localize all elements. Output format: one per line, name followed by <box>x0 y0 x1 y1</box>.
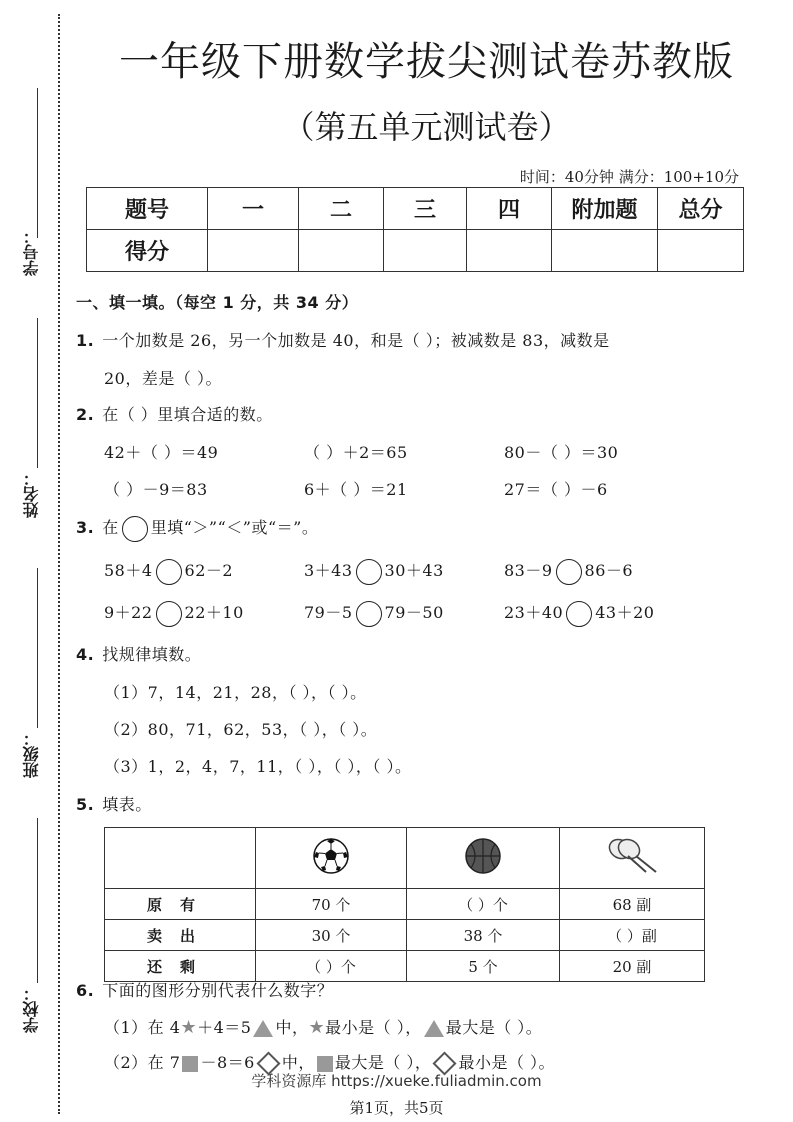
score-cell[interactable] <box>384 230 467 272</box>
score-cell[interactable] <box>299 230 384 272</box>
q3-left: 9＋22 <box>104 603 153 622</box>
q4-item: （1）7，14，21，28，（ ），（ ）。 <box>104 683 367 702</box>
name-rule <box>37 318 38 468</box>
q6-text: ＋4＝5 <box>197 1018 252 1037</box>
triangle-icon <box>424 1020 444 1037</box>
fill-table-row <box>105 951 705 982</box>
fill-row-label: 卖出 <box>105 920 256 951</box>
score-header-cell: 四 <box>467 188 552 230</box>
score-cell[interactable] <box>552 230 658 272</box>
question-text: 找规律填数。 <box>102 645 202 664</box>
score-table <box>86 187 744 272</box>
school-rule <box>37 818 38 983</box>
question-5 <box>76 792 152 815</box>
q3-right: 62－2 <box>184 561 234 580</box>
compare-circle-icon[interactable] <box>556 559 582 585</box>
question-number: 4. <box>76 645 95 664</box>
class-rule <box>37 568 38 728</box>
fill-table-icon-cell <box>407 828 560 889</box>
fill-table-corner <box>105 828 256 889</box>
fill-cell: 30 个 <box>256 920 407 951</box>
q4-item: （3）1，2，4，7，11，（ ），（ ），（ ）。 <box>104 757 412 776</box>
q3-item <box>504 558 633 585</box>
q3-left: 23＋40 <box>504 603 564 622</box>
basketball-icon <box>464 837 502 875</box>
q6-text: 最小是（ ）。 <box>458 1053 556 1072</box>
score-header-cell: 二 <box>299 188 384 230</box>
q3-right: 43＋20 <box>595 603 655 622</box>
q6-text: －8＝6 <box>200 1053 255 1072</box>
binding-dotted-line <box>58 14 60 1114</box>
question-text-pre: 在 <box>102 518 119 537</box>
question-text: 填表。 <box>102 795 152 814</box>
class-label: 班级： <box>22 730 41 778</box>
question-1 <box>76 328 610 351</box>
question-1-cont: 20，差是（ ）。 <box>104 369 222 388</box>
compare-circle-icon[interactable] <box>156 601 182 627</box>
q3-left: 83－9 <box>504 561 553 580</box>
fill-row-label: 还剩 <box>105 951 256 982</box>
q3-item <box>104 558 233 585</box>
page-number: 第1页，共5页 <box>349 1099 444 1117</box>
q6-text: 最大是（ ）， <box>334 1053 432 1072</box>
fill-cell: 70 个 <box>256 889 407 920</box>
fill-cell[interactable]: （ ）副 <box>560 920 705 951</box>
compare-circle-icon[interactable] <box>356 601 382 627</box>
score-value-row <box>87 230 744 272</box>
student-id-rule <box>37 88 38 238</box>
page-title: 一年级下册数学拔尖测试卷苏教版 <box>119 39 734 85</box>
score-cell[interactable] <box>208 230 299 272</box>
question-text: 一个加数是 26，另一个加数是 40，和是（ ）；被减数是 83，减数是 <box>102 331 610 350</box>
q3-left: 58＋4 <box>104 561 153 580</box>
section-heading <box>76 290 358 313</box>
name-label: 姓名： <box>22 470 41 518</box>
badminton-racket-icon <box>602 836 662 876</box>
q3-item <box>104 600 244 627</box>
q3-right: 86－6 <box>584 561 634 580</box>
school-label: 学校： <box>22 985 41 1033</box>
score-header-cell: 三 <box>384 188 467 230</box>
q3-right: 30＋43 <box>384 561 444 580</box>
score-header-cell: 题号 <box>87 188 208 230</box>
section-heading-points: （每空 1 分，共 34 分） <box>175 293 359 312</box>
fill-row-label: 原有 <box>105 889 256 920</box>
q2-item: 27＝（ ）－6 <box>504 480 608 499</box>
score-cell[interactable] <box>467 230 552 272</box>
question-number: 2. <box>76 405 95 424</box>
score-header-cell: 总分 <box>658 188 744 230</box>
fill-cell[interactable]: （ ）个 <box>256 951 407 982</box>
q6-text: 最大是（ ）。 <box>445 1018 543 1037</box>
fill-table-icon-cell <box>256 828 407 889</box>
q6-text: 中， <box>281 1053 315 1072</box>
q6-text: （2）在 7 <box>104 1053 181 1072</box>
fill-table-row <box>105 920 705 951</box>
time-info: 时间：40分钟 满分：100+10分 <box>519 168 739 186</box>
student-id-label: 学号： <box>22 228 41 276</box>
q3-item <box>304 558 444 585</box>
compare-circle-icon[interactable] <box>566 601 592 627</box>
q3-right: 79－50 <box>384 603 444 622</box>
question-3 <box>76 515 318 542</box>
fill-cell: 38 个 <box>407 920 560 951</box>
section-heading-main: 一、填一填。 <box>76 293 176 312</box>
soccer-ball-icon <box>311 836 351 876</box>
q4-item: （2）80，71，62，53，（ ），（ ）。 <box>104 720 378 739</box>
question-number: 1. <box>76 331 95 350</box>
page-subtitle: （第五单元测试卷） <box>282 108 571 146</box>
question-number: 5. <box>76 795 95 814</box>
fill-cell: 68 副 <box>560 889 705 920</box>
q3-left: 79－5 <box>304 603 353 622</box>
question-number: 6. <box>76 981 95 1000</box>
score-header-row <box>87 188 744 230</box>
q2-item: （ ）＋2＝65 <box>304 443 408 462</box>
q6-text: 最小是（ ）， <box>325 1018 422 1037</box>
fill-cell: 20 副 <box>560 951 705 982</box>
score-header-cell: 一 <box>208 188 299 230</box>
q2-item: （ ）－9＝83 <box>104 480 208 499</box>
fill-cell[interactable]: （ ）个 <box>407 889 560 920</box>
q3-item <box>304 600 444 627</box>
question-text: 在（ ）里填合适的数。 <box>102 405 273 424</box>
star-icon: ★ <box>308 1017 326 1038</box>
watermark: 学科资源库 https://xueke.fuliadmin.com <box>251 1072 542 1090</box>
score-header-cell: 附加题 <box>552 188 658 230</box>
q3-left: 3＋43 <box>304 561 353 580</box>
q6-text: 中， <box>275 1018 309 1037</box>
fill-table <box>104 827 705 982</box>
question-6 <box>76 978 333 1001</box>
question-number: 3. <box>76 518 95 537</box>
fill-table-header <box>105 828 705 889</box>
compare-circle-icon[interactable] <box>156 559 182 585</box>
q2-item: 42＋（ ）＝49 <box>104 443 219 462</box>
q2-item: 6＋（ ）＝21 <box>304 480 408 499</box>
question-text: 下面的图形分别代表什么数字？ <box>102 981 334 1000</box>
score-cell[interactable] <box>658 230 744 272</box>
score-row-label: 得分 <box>87 230 208 272</box>
fill-cell: 5 个 <box>407 951 560 982</box>
q6-text: （1）在 4 <box>104 1018 181 1037</box>
q3-right: 22＋10 <box>184 603 244 622</box>
compare-circle-icon <box>122 516 148 542</box>
question-4 <box>76 642 201 665</box>
triangle-icon <box>253 1020 273 1037</box>
question-2 <box>76 402 273 425</box>
fill-table-row <box>105 889 705 920</box>
question-text-post: 里填“＞”“＜”或“＝”。 <box>150 518 319 537</box>
q3-item <box>504 600 654 627</box>
q6-item-1 <box>104 1015 542 1038</box>
compare-circle-icon[interactable] <box>356 559 382 585</box>
star-icon: ★ <box>180 1017 198 1038</box>
q2-item: 80－（ ）＝30 <box>504 443 619 462</box>
fill-table-icon-cell <box>560 828 705 889</box>
